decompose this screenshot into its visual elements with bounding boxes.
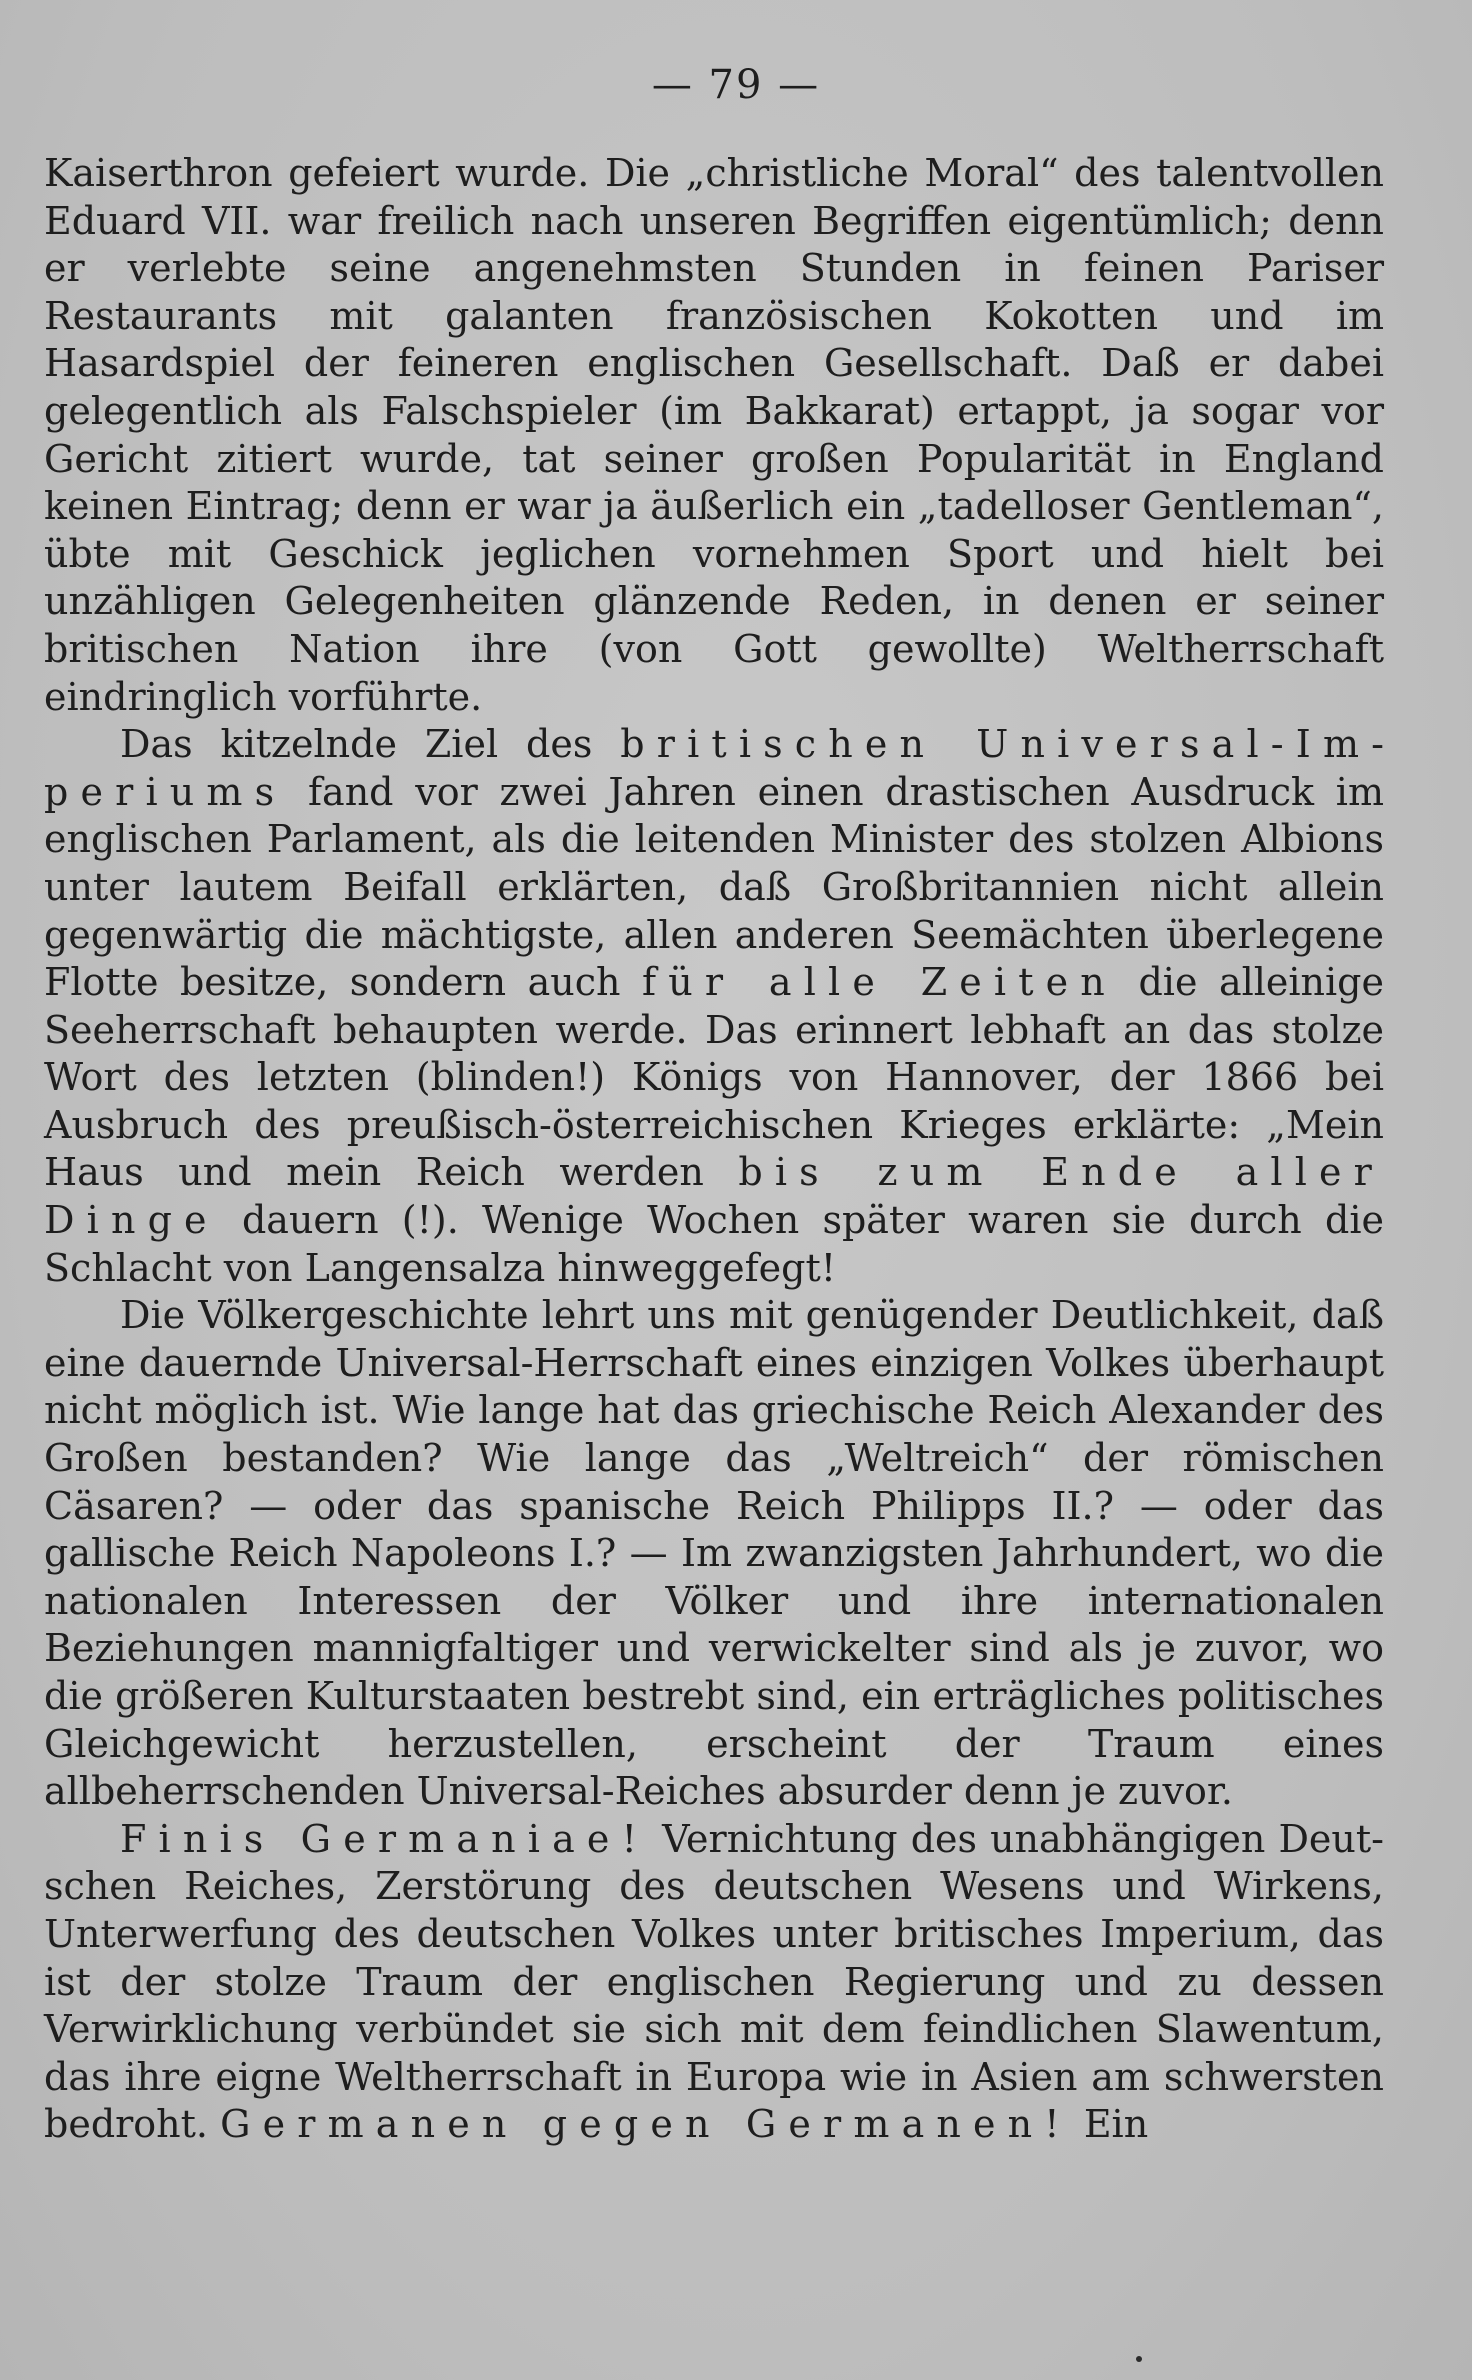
text-segment: dauern (!). Wenige Wochen später waren sie durch die Schlacht von Langensalza hinweggefegt! bbox=[44, 1198, 1384, 1290]
text-segment: Die Völkergeschichte lehrt uns mit genügender Deutlichkeit, daß eine dauernde Universal-Herrschaft eines einzigen Volkes überhaupt nicht möglich ist. Wie lange hat das griechische Reich Alexander des Großen bestanden? Wie lange das „Weltreich“ der römischen Cäsaren? — oder das spanische Reich Philipps II.? — oder das gallische Reich Napoleons I.? — Im zwanzigsten Jahrhundert, wo die nationalen Interessen der Völker und ihre internationalen Beziehungen mannigfaltiger und verwickelter sind als je zuvor, wo die größeren Kulturstaaten bestrebt sind, ein erträgliches politisches Gleichgewicht herzustellen, erscheint der Traum eines allbeherrschenden Universal-Reiches absurder denn je zuvor. bbox=[44, 1293, 1384, 1814]
page-number: — 79 — bbox=[651, 62, 821, 108]
paragraph-3 bbox=[44, 1292, 1384, 1816]
emphasized-text: für alle Zeiten bbox=[642, 960, 1117, 1005]
paragraph-4 bbox=[44, 1816, 1384, 2149]
emphasized-text: Germanen gegen Germanen! bbox=[220, 2102, 1072, 2147]
emphasized-text: bis zum Ende aller Dinge bbox=[44, 1150, 1385, 1243]
text-segment: fand vor zwei Jahren einen drastischen Ausdruck im englischen Parlament, als die leitenden Minister des stolzen Albions unter lautem Beifall erklärten, daß Großbritannien nicht allein gegenwärtig die mächtigste, allen anderen Seemächten überlegene Flotte besitze, sondern auch bbox=[44, 769, 1384, 1005]
paragraph-2 bbox=[44, 721, 1384, 1292]
paper-speck bbox=[1136, 2356, 1142, 2362]
text-segment: Ein bbox=[1071, 2102, 1149, 2147]
text-segment: die alleinige Seeherrschaft behaupten werde. Das erinnert lebhaft an das stolze Wort des letzten (blinden!) Königs von Hannover, der 1866 bei Ausbruch des preußisch-österreichischen Krieges erklärte: „Mein Haus und mein Reich werden bbox=[44, 960, 1384, 1195]
body-text bbox=[44, 150, 1384, 2149]
text-segment: Vernichtung des unabhängigen Deutschen Reiches, Zerstörung des deutschen Wesens und Wirkens, Unterwerfung des deutschen Volkes unter britisches Imperium, das ist der stolze Traum der englischen Regierung und zu dessen Verwirklichung verbündet sie sich mit dem feindlichen Slawentum, das ihre eigne Weltherrschaft in Europa wie in Asien am schwersten bedroht. bbox=[44, 1816, 1384, 2147]
emphasized-text: Finis Germaniae! bbox=[120, 1816, 650, 1861]
text-segment: Das kitzelnde Ziel des bbox=[120, 722, 621, 767]
emphasized-text: britischen Universal-Imperiums bbox=[44, 722, 1384, 814]
paragraph-1 bbox=[44, 150, 1384, 721]
text-segment: Kaiserthron gefeiert wurde. Die „christliche Moral“ des talentvollen Eduard VII. war freilich nach unseren Begriffen eigentümlich; denn er verlebte seine angenehmsten Stunden in feinen Pariser Restaurants mit galanten französischen Kokotten und im Hasardspiel der feineren englischen Gesellschaft. Daß er dabei gelegentlich als Falschspieler (im Bakkarat) ertappt, ja sogar vor Gericht zitiert wurde, tat seiner großen Popularität in England keinen Eintrag; denn er war ja äußerlich ein „tadelloser Gentleman“, übte mit Geschick jeglichen vornehmen Sport und hielt bei unzähligen Gelegenheiten glänzende Reden, in denen er seiner britischen Nation ihre (von Gott gewollte) Weltherrschaft eindringlich vorführte. bbox=[44, 151, 1384, 719]
